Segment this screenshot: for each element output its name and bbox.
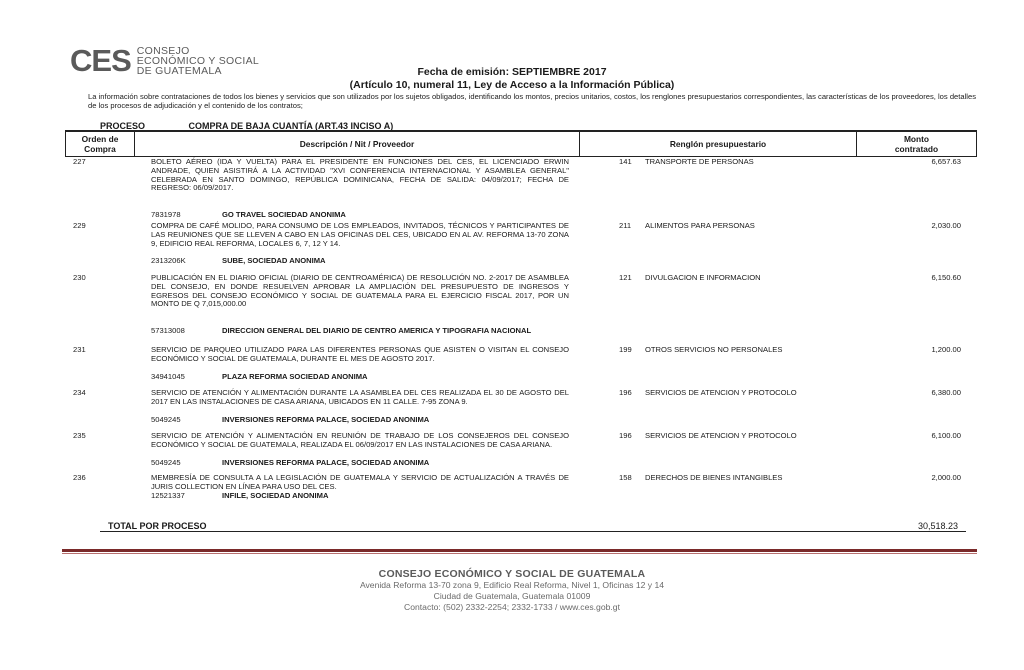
row-renglon-code: 158	[619, 473, 632, 482]
column-header-monto	[857, 132, 977, 157]
orden-number: 227	[73, 157, 86, 166]
row-amount: 2,000.00	[931, 473, 961, 482]
row-renglon-code: 211	[619, 221, 632, 230]
logo-line-3: DE GUATEMALA	[136, 65, 222, 77]
row-amount: 2,030.00	[931, 221, 961, 230]
footer-address: Avenida Reforma 13-70 zona 9, Edificio Real Reforma, Nivel 1, Oficinas 12 y 14	[359, 580, 665, 590]
row-amount: 6,380.00	[931, 388, 961, 397]
row-renglon-code: 196	[619, 431, 632, 440]
row-nit: 34941045	[151, 372, 185, 381]
row-nit: 5049245	[151, 415, 181, 424]
row-nit: 2313206K	[151, 256, 186, 265]
orden-number: 236	[73, 473, 86, 482]
row-renglon-name: DERECHOS DE BIENES INTANGIBLES	[645, 473, 783, 482]
column-header-orden-line2: Compra	[84, 144, 116, 154]
row-description: SERVICIO DE ATENCIÓN Y ALIMENTACIÓN EN REUNIÓN DE TRABAJO DE LOS CONSEJEROS DEL CONSEJO ECONÓMICO Y SOCIAL DE GUATEMALA, REALIZADA EL 06/09/2017 EN LAS INSTALACIONES DE CASA ARIANA.	[151, 431, 569, 449]
total-label: TOTAL POR PROCESO	[108, 521, 207, 531]
row-renglon-code: 121	[619, 273, 632, 282]
footer-divider-thin	[62, 553, 977, 554]
row-provider: INFILE, SOCIEDAD ANONIMA	[222, 491, 329, 500]
footer-divider	[62, 549, 977, 552]
row-provider: SUBE, SOCIEDAD ANONIMA	[222, 256, 326, 265]
row-provider: INVERSIONES REFORMA PALACE, SOCIEDAD ANONIMA	[222, 458, 430, 467]
process-value: COMPRA DE BAJA CUANTÍA (ART.43 INCISO A)	[188, 121, 394, 131]
row-renglon-code: 199	[619, 345, 632, 354]
row-nit: 57313008	[151, 326, 185, 335]
column-header-monto-line1: Monto	[903, 134, 930, 144]
total-amount: 30,518.23	[917, 521, 958, 531]
footer	[0, 568, 1024, 613]
column-header-orden-line1: Orden de	[81, 134, 119, 144]
row-provider: PLAZA REFORMA SOCIEDAD ANONIMA	[222, 372, 368, 381]
process-label: PROCESO	[100, 121, 146, 131]
orden-number: 235	[73, 431, 86, 440]
column-header-orden	[66, 132, 135, 157]
row-amount: 1,200.00	[931, 345, 961, 354]
row-nit: 12521337	[151, 491, 185, 500]
legal-reference: (Artículo 10, numeral 11, Ley de Acceso a la Información Pública)	[349, 79, 675, 91]
orden-number: 229	[73, 221, 86, 230]
row-description: SERVICIO DE ATENCIÓN Y ALIMENTACIÓN DURANTE LA ASAMBLEA DEL CES REALIZADA EL 30 DE AGOSTO DEL 2017 EN LAS INSTALACIONES DE CASA ARIANA, UBICADOS EN 11 CALLE. 7-95 ZONA 9.	[151, 388, 569, 406]
orden-number: 234	[73, 388, 86, 397]
row-renglon-code: 141	[619, 157, 632, 166]
row-description: SERVICIO DE PARQUEO UTILIZADO PARA LAS DIFERENTES PERSONAS QUE ASISTEN O VISITAN EL CONSEJO ECONÓMICO Y SOCIAL DE GUATEMALA, DURANTE EL MES DE AGOSTO 2017.	[151, 345, 569, 363]
intro-text: La información sobre contrataciones de todos los bienes y servicios que son utilizados por los sujetos obligados, identificando los montos, precios unitarios, costos, los renglones presupuestarios correspondientes, las características de los proveedores, los detalles de los procesos de adjudicación y el contenido de los contratos;	[88, 92, 976, 110]
footer-title: CONSEJO ECONÓMICO Y SOCIAL DE GUATEMALA	[378, 568, 646, 580]
row-renglon-code: 196	[619, 388, 632, 397]
row-provider: INVERSIONES REFORMA PALACE, SOCIEDAD ANONIMA	[222, 415, 430, 424]
row-renglon-name: ALIMENTOS PARA PERSONAS	[645, 221, 755, 230]
row-provider: DIRECCION GENERAL DEL DIARIO DE CENTRO AMERICA Y TIPOGRAFIA NACIONAL	[222, 326, 532, 335]
row-amount: 6,150.60	[931, 273, 961, 282]
logo-mark: CES	[70, 43, 131, 78]
column-header-descripcion: Descripción / Nit / Proveedor	[135, 132, 580, 157]
column-header-monto-line2: contratado	[894, 144, 939, 154]
row-amount: 6,657.63	[931, 157, 961, 166]
logo-line-1: CONSEJO	[136, 45, 190, 57]
row-description: COMPRA DE CAFÉ MOLIDO, PARA CONSUMO DE LOS EMPLEADOS, INVITADOS, TÉCNICOS Y PARTICIPANTES DE LAS REUNIONES QUE SE LLEVEN A CABO EN LAS OFICINAS DEL CES, UBICADO EN AL AV. REFORMA 13-70 ZONA 9, EDIFICIO REAL REFORMA, LOCALES 6, 7, 12 Y 14.	[151, 221, 569, 248]
row-description: PUBLICACIÓN EN EL DIARIO OFICIAL (DIARIO DE CENTROAMÉRICA) DE RESOLUCIÓN NO. 2-2017 DE ASAMBLEA DEL CONSEJO, EN DONDE RESUELVEN APROBAR LA AMPLIACIÓN DEL PRESUPUESTO DE INGRESOS Y EGRESOS DEL CONSEJO ECONÓMICO Y SOCIAL DE GUATEMALA PARA EL EJERCICIO FISCAL 2017, POR UN MONTO DE Q 7,015,000.00	[151, 273, 569, 309]
logo-line-2: ECONÓMICO Y SOCIAL	[136, 55, 260, 67]
row-renglon-name: SERVICIOS DE ATENCION Y PROTOCOLO	[645, 431, 797, 440]
row-nit: 5049245	[151, 458, 181, 467]
orden-number: 230	[73, 273, 86, 282]
emission-date: Fecha de emisión: SEPTIEMBRE 2017	[417, 66, 607, 78]
row-description: BOLETO AÉREO (IDA Y VUELTA) PARA EL PRESIDENTE EN FUNCIONES DEL CES, EL LICENCIADO ERWIN ANDRADE, QUIEN ASISTIRÁ A LA ACTIVIDAD "XVI CONFERENCIA INTERNACIONAL Y ASAMBLEA GENERAL" CELEBRADA EN SANTO DOMINGO, REPÚBLICA DOMINICANA, FECHA DE SALIDA: 04/09/2017; FECHA DE REGRESO: 06/09/2017.	[151, 157, 569, 193]
total-divider	[100, 531, 966, 532]
row-description: MEMBRESÍA DE CONSULTA A LA LEGISLACIÓN DE GUATEMALA Y SERVICIO DE ACTUALIZACIÓN A TRAVÉS DE JURIS COLLECTION EN LÍNEA PARA USO DEL CES.	[151, 473, 569, 491]
footer-contact: Contacto: (502) 2332-2254; 2332-1733 / www.ces.gob.gt	[404, 602, 620, 612]
row-renglon-name: SERVICIOS DE ATENCION Y PROTOCOLO	[645, 388, 797, 397]
row-amount: 6,100.00	[931, 431, 961, 440]
footer-city: Ciudad de Guatemala, Guatemala 01009	[433, 591, 591, 601]
table-header	[65, 131, 977, 157]
orden-number: 231	[73, 345, 86, 354]
row-renglon-name: TRANSPORTE DE PERSONAS	[645, 157, 754, 166]
column-header-renglon: Renglón presupuestario	[580, 132, 857, 157]
row-provider: GO TRAVEL SOCIEDAD ANONIMA	[222, 210, 346, 219]
row-renglon-name: OTROS SERVICIOS NO PERSONALES	[645, 345, 783, 354]
row-renglon-name: DIVULGACION E INFORMACION	[645, 273, 761, 282]
row-nit: 7831978	[151, 210, 181, 219]
